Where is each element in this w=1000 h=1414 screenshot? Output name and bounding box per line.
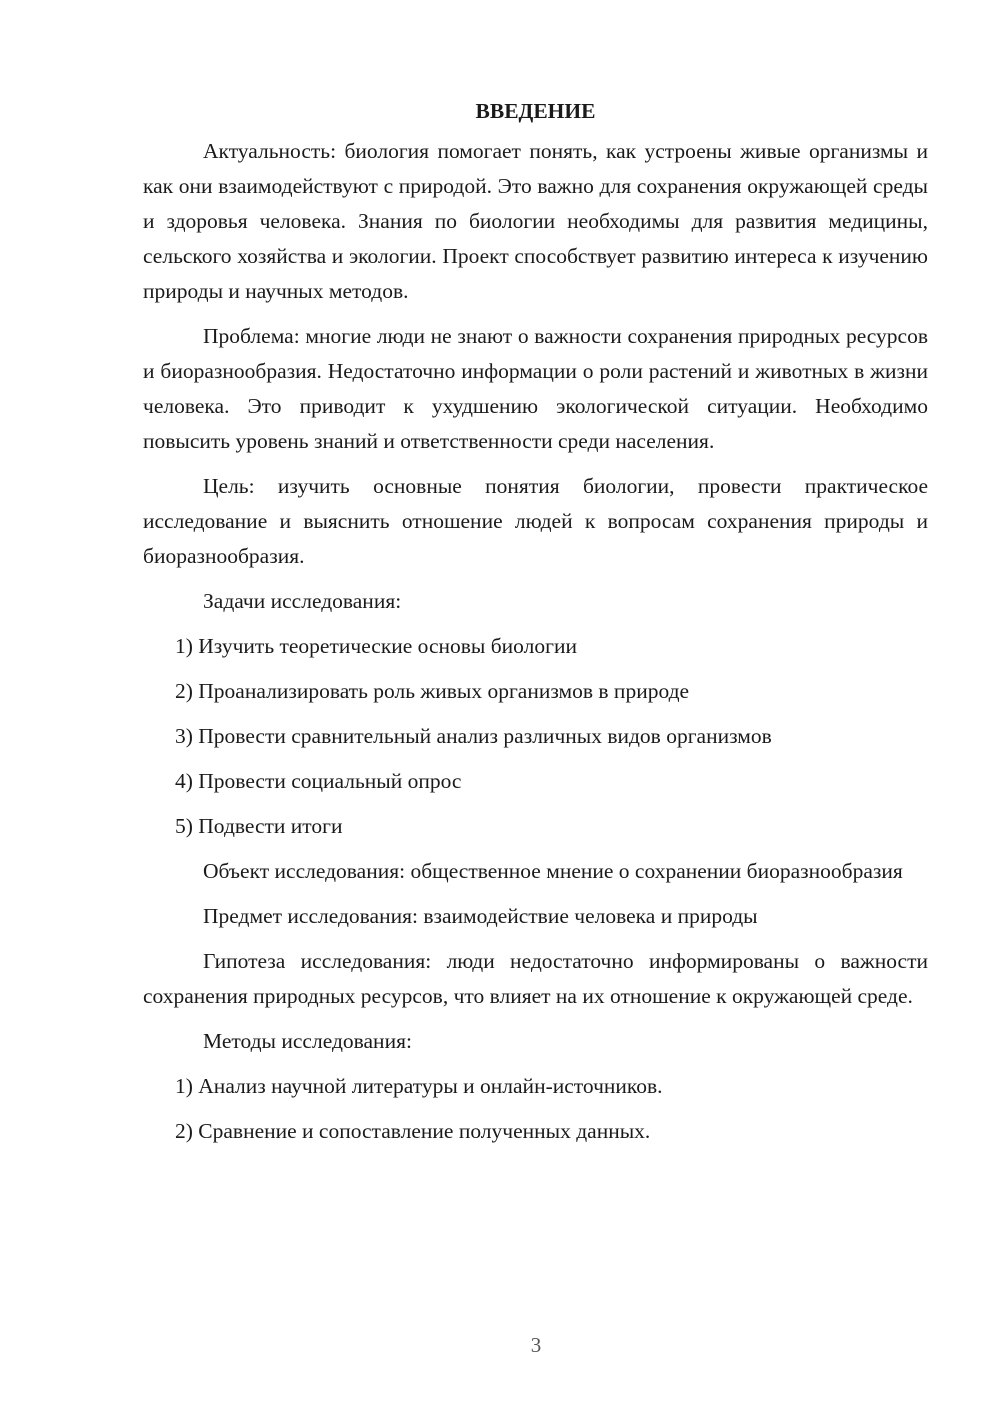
problem-paragraph: Проблема: многие люди не знают о важности сохранения природных ресурсов и биоразнообразия. Недостаточно информации о роли растений и животных в жизни человека. Это приводит к ухудшению экологической ситуации. Необходимо повысить уровень знаний и ответственности среди населения.: [143, 324, 928, 453]
tasks-list: [143, 629, 928, 844]
list-item: 1) Изучить теоретические основы биологии: [175, 634, 577, 658]
list-item: 2) Проанализировать роль живых организмов в природе: [175, 679, 690, 703]
methods-label: Методы исследования:: [203, 1029, 412, 1053]
methods-list: [143, 1069, 928, 1149]
subject-paragraph: Предмет исследования: взаимодействие человека и природы: [203, 904, 758, 928]
object-paragraph: Объект исследования: общественное мнение о сохранении биоразнообразия: [203, 859, 903, 883]
relevance-paragraph: Актуальность: биология помогает понять, как устроены живые организмы и как они взаимодействуют с природой. Это важно для сохранения окружающей среды и здоровья человека. Знания по биологии необходимы для развития медицины, сельского хозяйства и экологии. Проект способствует развитию интереса к изучению природы и научных методов.: [143, 139, 928, 303]
list-item: 5) Подвести итоги: [175, 814, 343, 838]
goal-paragraph: Цель: изучить основные понятия биологии, провести практическое исследование и выяснить отношение людей к вопросам сохранения природы и биоразнообразия.: [143, 474, 928, 568]
list-item: 1) Анализ научной литературы и онлайн-источников.: [175, 1074, 663, 1098]
list-item: 4) Провести социальный опрос: [175, 769, 462, 793]
tasks-label: Задачи исследования:: [203, 589, 402, 613]
list-item: 2) Сравнение и сопоставление полученных данных.: [175, 1119, 651, 1143]
section-title: ВВЕДЕНИЕ: [475, 99, 596, 123]
hypothesis-paragraph: Гипотеза исследования: люди недостаточно информированы о важности сохранения природных ресурсов, что влияет на их отношение к окружающей среде.: [143, 949, 928, 1008]
list-item: 3) Провести сравнительный анализ различных видов организмов: [175, 724, 772, 748]
page-number: 3: [530, 1333, 542, 1357]
document-page: [143, 96, 928, 1159]
